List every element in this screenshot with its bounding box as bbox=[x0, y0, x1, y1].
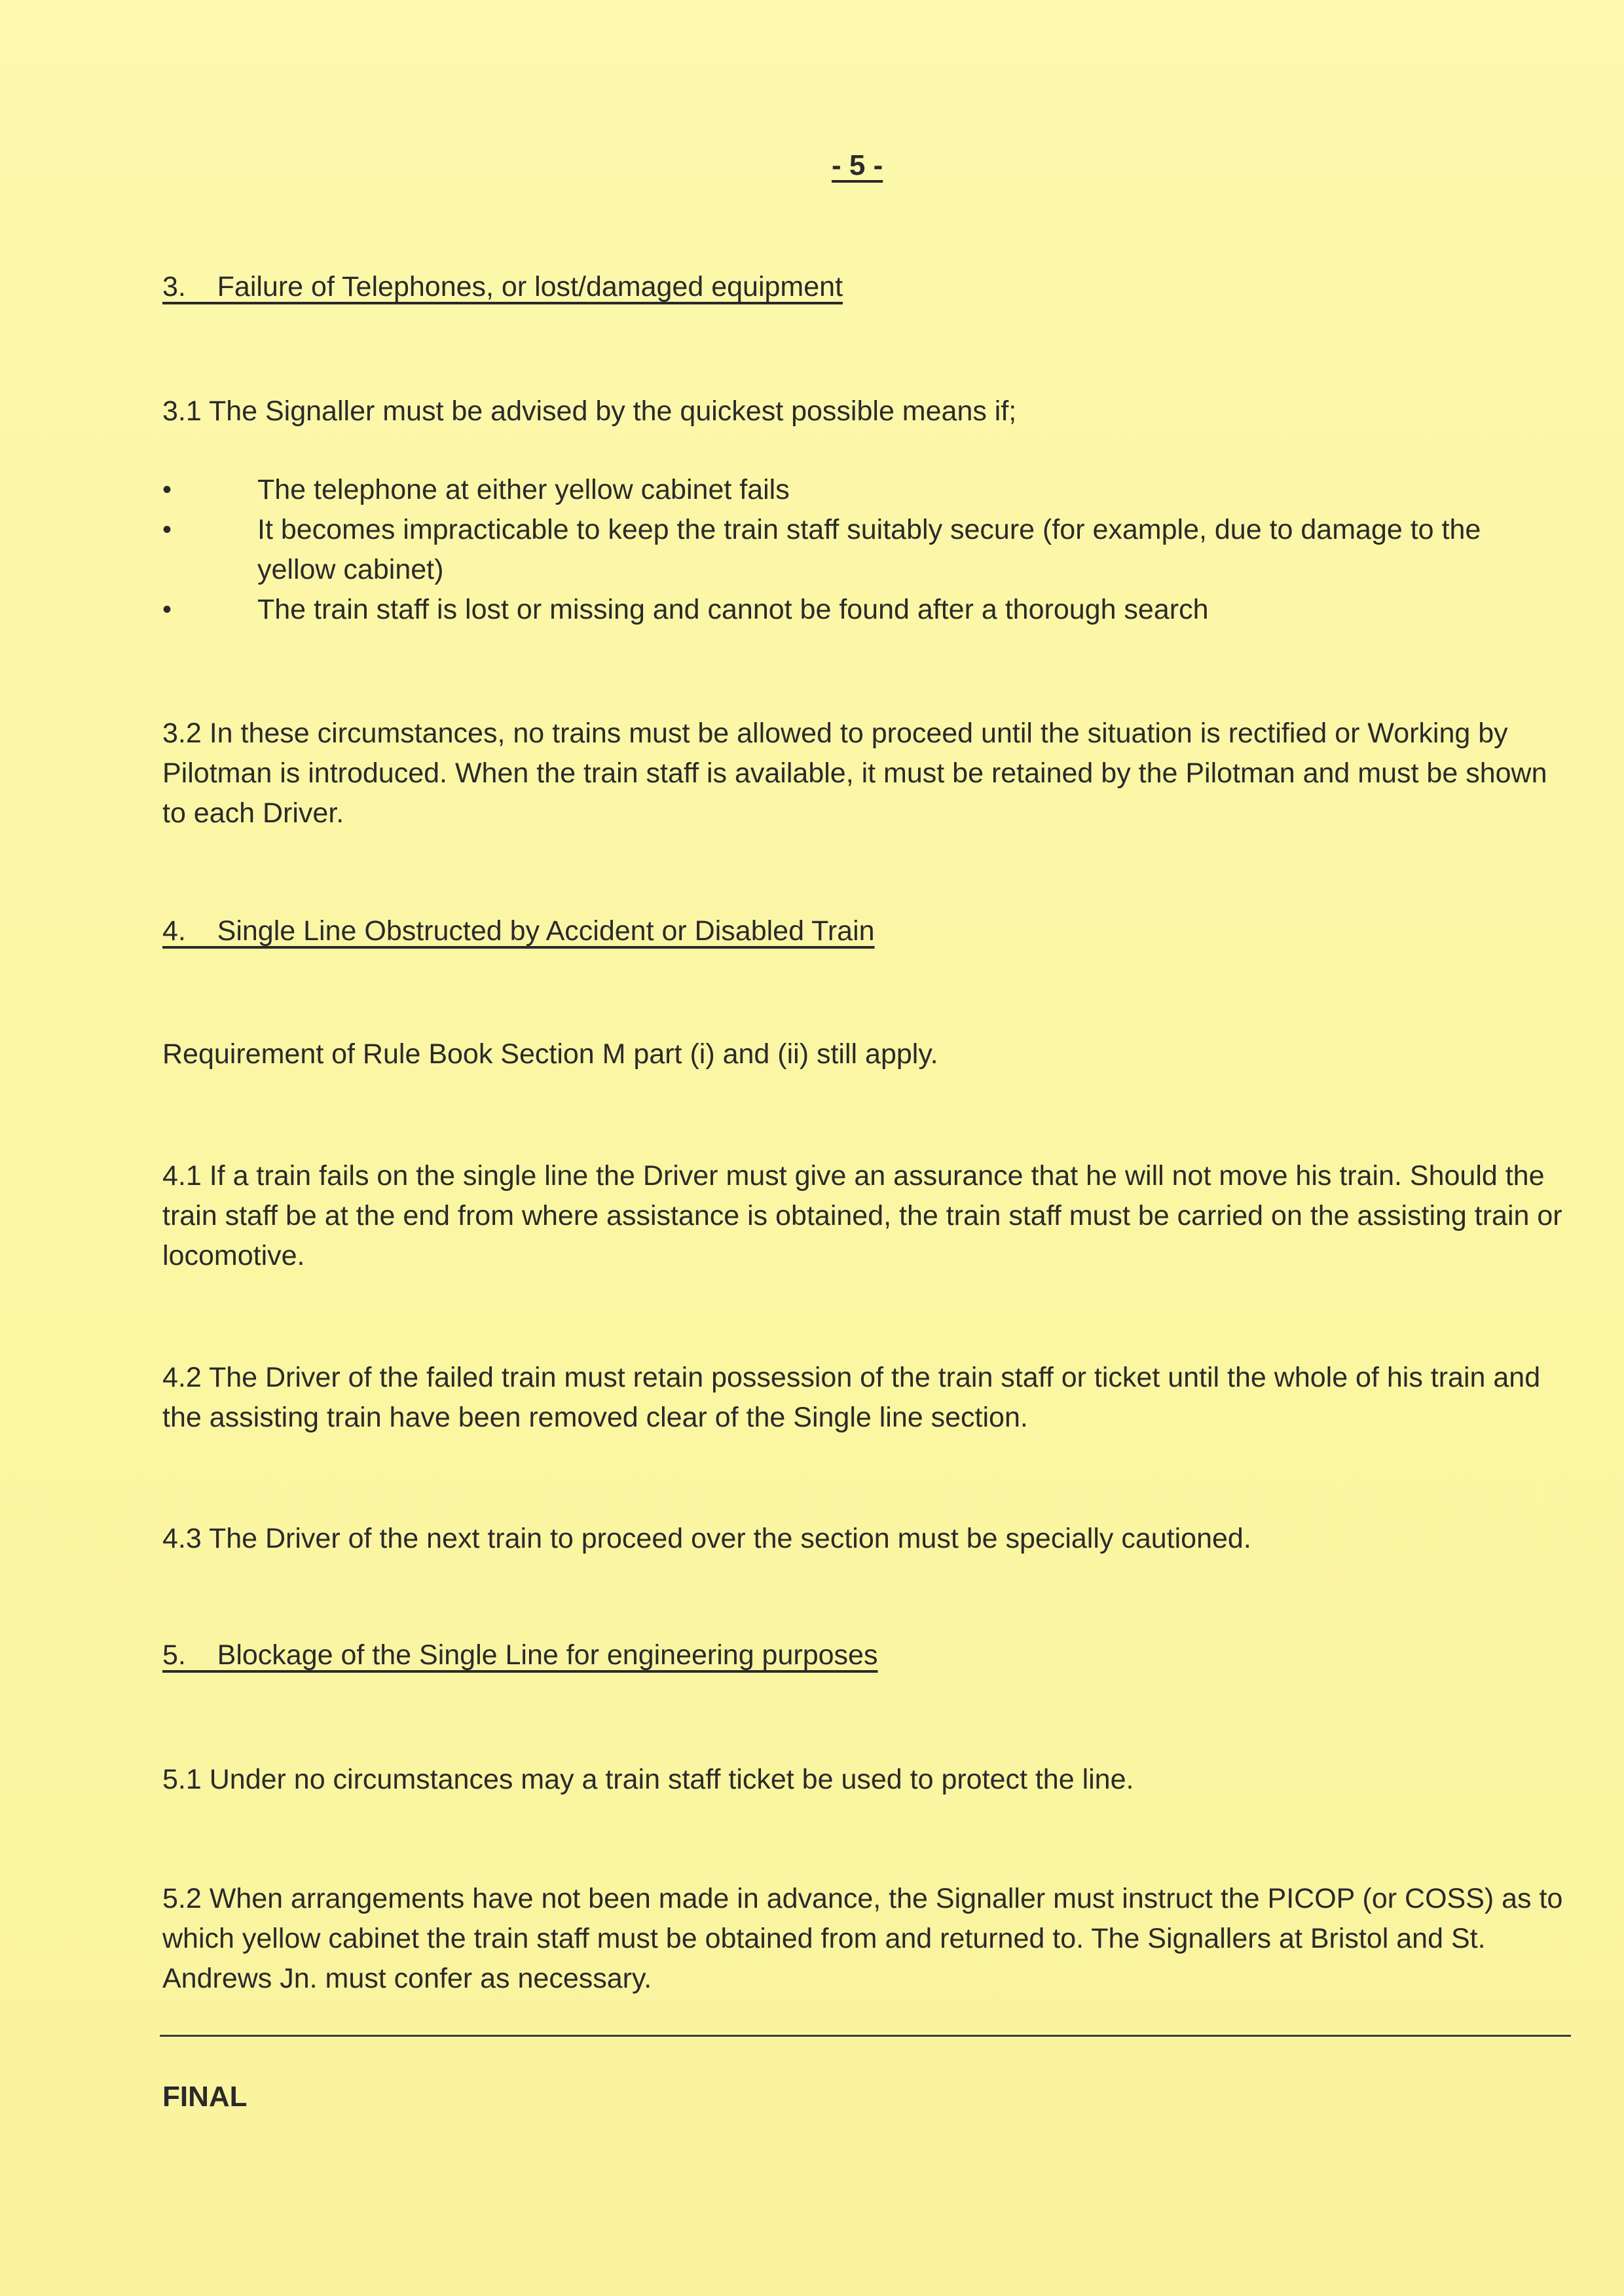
bullet-text: The train staff is lost or missing and cannot be found after a thorough search bbox=[257, 594, 1209, 625]
footer-divider bbox=[160, 2035, 1571, 2037]
bullet-text: It becomes impracticable to keep the train staff suitably secure (for example, due to damage to the yellow cabinet) bbox=[257, 514, 1481, 585]
section-3-heading: 3. Failure of Telephones, or lost/damaged equipment bbox=[162, 271, 843, 302]
paragraph-4-2: 4.2 The Driver of the failed train must retain possession of the train staff or ticket until the whole of his train and the assisting train have been removed clear of the Single line section. bbox=[162, 1362, 1541, 1433]
bullet-icon: • bbox=[162, 515, 172, 544]
paragraph-4-1: 4.1 If a train fails on the single line the Driver must give an assurance that he will not move his train. Should the train staff be at the end from where assistance is obtained, the train staff must be carried on the assisting train or locomotive. bbox=[162, 1160, 1562, 1271]
bullet-icon: • bbox=[162, 595, 172, 624]
section-5-heading: 5. Blockage of the Single Line for engineering purposes bbox=[162, 1639, 878, 1671]
list-item bbox=[162, 510, 1564, 590]
list-item bbox=[162, 590, 1564, 630]
paragraph-5-1: 5.1 Under no circumstances may a train staff ticket be used to protect the line. bbox=[162, 1764, 1134, 1795]
document-status: FINAL bbox=[162, 2081, 248, 2113]
paragraph-3-1: 3.1 The Signaller must be advised by the quickest possible means if; bbox=[162, 395, 1017, 427]
section-4-heading: 4. Single Line Obstructed by Accident or Disabled Train bbox=[162, 915, 875, 947]
bullet-icon: • bbox=[162, 475, 172, 504]
bullet-list bbox=[162, 470, 1564, 630]
paragraph-4-3: 4.3 The Driver of the next train to proceed over the section must be specially cautioned. bbox=[162, 1523, 1251, 1554]
page-number: - 5 - bbox=[832, 149, 883, 181]
list-item bbox=[162, 470, 1564, 510]
paragraph-4-intro: Requirement of Rule Book Section M part (i) and (ii) still apply. bbox=[162, 1038, 938, 1070]
paragraph-5-2: 5.2 When arrangements have not been made in advance, the Signaller must instruct the PICOP (or COSS) as to which yellow cabinet the train staff must be obtained from and returned to. The Signallers at Bristol and St. Andrews Jn. must confer as necessary. bbox=[162, 1883, 1563, 1994]
paragraph-3-2: 3.2 In these circumstances, no trains must be allowed to proceed until the situation is rectified or Working by Pilotman is introduced. When the train staff is available, it must be retained by the Pilotman and must be shown to each Driver. bbox=[162, 718, 1547, 829]
bullet-text: The telephone at either yellow cabinet fails bbox=[257, 474, 790, 505]
